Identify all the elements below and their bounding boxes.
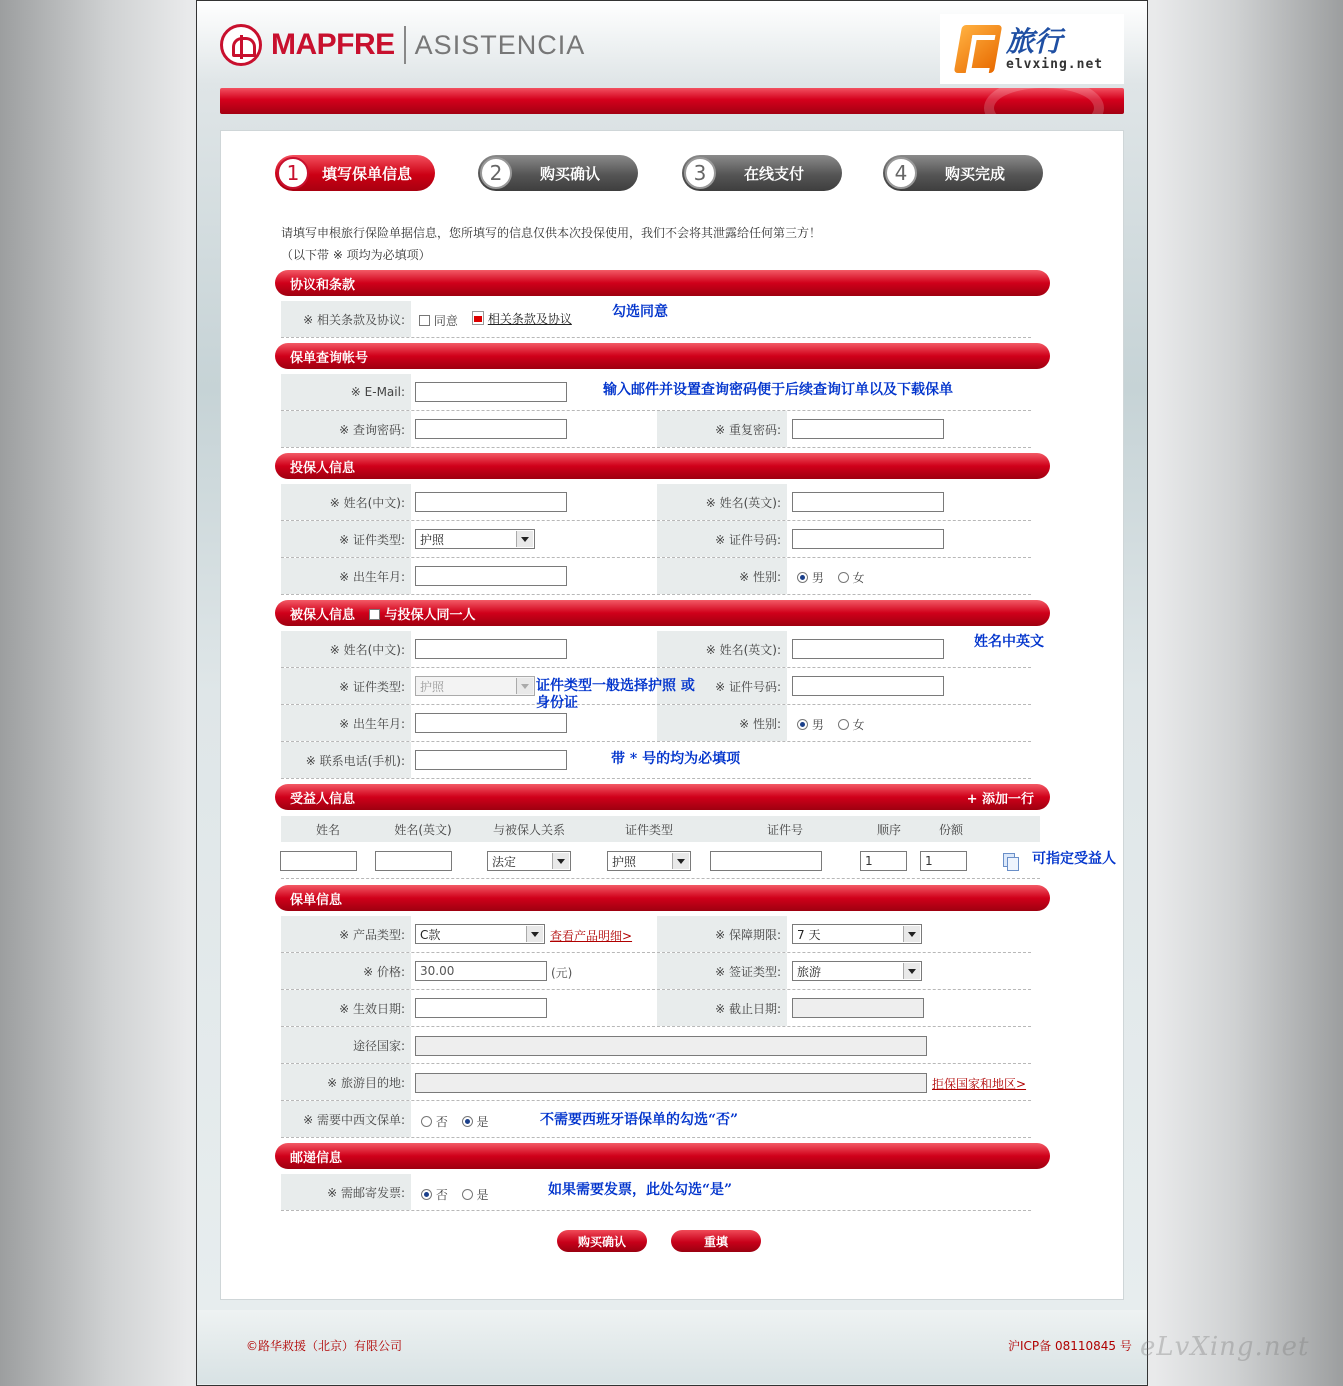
beneficiary-relation-select[interactable]: [487, 851, 571, 871]
footer-icp: 沪ICP备 08110845 号: [1008, 1339, 1132, 1353]
elvxing-logo[interactable]: [940, 14, 1124, 84]
applicant-birth-input[interactable]: [415, 566, 567, 586]
same-person-checkbox[interactable]: [369, 609, 380, 620]
applicant-name-en-input[interactable]: [792, 492, 944, 512]
order-value: 1: [865, 854, 873, 868]
elvxing-e-icon: [954, 25, 1002, 73]
beneficiary-id-type-select[interactable]: [607, 851, 691, 871]
insured-title: 被保人信息: [290, 607, 356, 623]
insured-gender-group: [797, 716, 865, 733]
bilingual-group: [421, 1113, 489, 1130]
same-person-group: [369, 604, 476, 623]
share-value: 1: [925, 854, 933, 868]
step-1: [275, 155, 435, 191]
insured-male-radio[interactable]: [797, 719, 808, 730]
agree-group: [419, 312, 458, 329]
terms-link-group: [472, 310, 572, 327]
period-select[interactable]: [792, 924, 922, 944]
copy-icon[interactable]: [1003, 853, 1015, 867]
terms-label: ※ 相关条款及协议:: [281, 301, 411, 337]
step-number: 4: [885, 157, 917, 189]
insured-phone-label: ※ 联系电话(手机):: [281, 742, 411, 778]
repeat-password-label: ※ 重复密码:: [657, 411, 787, 447]
pdf-icon: [472, 311, 484, 325]
applicant-name-cn-input[interactable]: [415, 492, 567, 512]
applicant-name-cn-label: ※ 姓名(中文):: [281, 484, 411, 520]
section-policy: 保单信息: [275, 885, 1050, 911]
female-label: 女: [852, 718, 865, 732]
note-bilingual: 不需要西班牙语保单的勾选“否”: [540, 1112, 739, 1128]
col-name: 姓名: [315, 822, 340, 837]
applicant-id-no-input[interactable]: [792, 529, 944, 549]
section-insured: [275, 600, 1050, 626]
beneficiary-row: [281, 842, 1040, 879]
visa-value: 旅游: [797, 964, 822, 979]
step-3: [682, 155, 842, 191]
note-invoice: 如果需要发票，此处勾选“是”: [548, 1182, 733, 1198]
same-person-label: 与投保人同一人: [384, 607, 476, 623]
insured-name-cn-label: ※ 姓名(中文):: [281, 631, 411, 667]
step-number: 1: [277, 157, 309, 189]
chevron-down-icon: [521, 684, 529, 689]
insured-name-en-label: ※ 姓名(英文):: [657, 631, 787, 667]
step-number: 3: [684, 157, 716, 189]
beneficiary-share-input[interactable]: [920, 851, 967, 871]
insured-id-type-label: ※ 证件类型:: [281, 668, 411, 704]
excluded-countries-link[interactable]: 拒保国家和地区>: [932, 1077, 1027, 1091]
terms-link[interactable]: 相关条款及协议: [487, 312, 572, 326]
col-id-no: 证件号: [766, 822, 803, 837]
chevron-down-icon: [908, 969, 916, 974]
beneficiary-name-en-input[interactable]: [375, 851, 452, 871]
insured-id-type-value: 护照: [420, 679, 445, 694]
price-label: ※ 价格:: [281, 953, 411, 989]
step-2: [478, 155, 638, 191]
password-row: [281, 411, 1031, 448]
col-relation: 与被保人关系: [492, 822, 565, 837]
invoice-label: ※ 需邮寄发票:: [281, 1174, 411, 1210]
intro-line-2: （以下带 ※ 项均为必填项）: [281, 248, 431, 262]
product-value: C款: [420, 927, 441, 942]
note-account: 输入邮件并设置查询密码便于后续查询订单以及下载保单: [603, 382, 953, 398]
insured-birth-row: [281, 705, 1031, 742]
applicant-male-radio[interactable]: [797, 572, 808, 583]
transit-row: [281, 1027, 1031, 1064]
applicant-female-radio[interactable]: [838, 572, 849, 583]
transit-label: 途径国家:: [281, 1027, 411, 1063]
insured-female-radio[interactable]: [838, 719, 849, 730]
applicant-name-en-label: ※ 姓名(英文):: [657, 484, 787, 520]
period-label: ※ 保障期限:: [657, 916, 787, 952]
logo-divider: [404, 26, 406, 64]
watermark: eLvXing.net: [1140, 1332, 1310, 1362]
insured-name-en-input[interactable]: [792, 639, 944, 659]
bilingual-label: ※ 需要中西文保单:: [281, 1101, 411, 1137]
logo-sub: ASISTENCIA: [414, 29, 586, 60]
insured-id-no-input[interactable]: [792, 676, 944, 696]
chevron-down-icon: [908, 932, 916, 937]
beneficiary-title: 受益人信息: [290, 791, 356, 807]
product-label: ※ 产品类型:: [281, 916, 411, 952]
beneficiary-relation-value: 法定: [492, 854, 517, 869]
date-row: [281, 990, 1031, 1027]
note-beneficiary: 可指定受益人: [1032, 851, 1116, 867]
destination-row: [281, 1064, 1031, 1101]
invoice-yes-radio[interactable]: [462, 1189, 473, 1200]
insured-gender-label: ※ 性别:: [657, 705, 787, 741]
progress-steps: [275, 155, 1055, 191]
bilingual-yes-radio[interactable]: [462, 1116, 473, 1127]
price-unit: (元): [551, 966, 573, 980]
price-row: [281, 953, 1031, 990]
period-value: 7 天: [797, 927, 821, 942]
insured-id-type-select[interactable]: [415, 676, 535, 696]
repeat-password-input[interactable]: [792, 419, 944, 439]
insured-name-cn-input[interactable]: [415, 639, 567, 659]
yes-label: 是: [476, 1188, 489, 1202]
end-date-label: ※ 截止日期:: [657, 990, 787, 1026]
step-label: 购买完成: [944, 164, 1005, 183]
reset-button[interactable]: 重填: [671, 1230, 761, 1252]
partner-cn: 旅行: [1006, 24, 1063, 58]
mapfre-emblem-icon: [220, 24, 262, 66]
note-name: 姓名中英文: [974, 634, 1044, 650]
beneficiary-id-type-value: 护照: [612, 854, 637, 869]
visa-label: ※ 签证类型:: [657, 953, 787, 989]
intro-text: [281, 222, 821, 266]
col-share: 份额: [938, 822, 963, 837]
price-input[interactable]: [415, 961, 547, 981]
section-beneficiary: [275, 784, 1050, 810]
col-name-en: 姓名(英文): [394, 822, 452, 837]
note-agree: 勾选同意: [612, 304, 668, 320]
bilingual-no-radio[interactable]: [421, 1116, 432, 1127]
insured-birth-input[interactable]: [415, 713, 567, 733]
transit-input[interactable]: [415, 1036, 927, 1056]
email-label: ※ E-Mail:: [281, 374, 411, 410]
insured-phone-input[interactable]: [415, 750, 567, 770]
no-label: 否: [435, 1115, 448, 1129]
applicant-gender-label: ※ 性别:: [657, 558, 787, 594]
applicant-birth-label: ※ 出生年月:: [281, 558, 411, 594]
price-value: 30.00: [420, 964, 455, 978]
invoice-no-radio[interactable]: [421, 1189, 432, 1200]
visa-select[interactable]: [792, 961, 922, 981]
beneficiary-header: [281, 816, 1040, 842]
chevron-down-icon: [531, 932, 539, 937]
chevron-down-icon: [557, 859, 565, 864]
section-applicant: 投保人信息: [275, 453, 1050, 479]
destination-label: ※ 旅游目的地:: [281, 1064, 411, 1100]
step-label: 购买确认: [539, 164, 600, 183]
end-date-input: [792, 998, 924, 1018]
product-row: [281, 916, 1031, 953]
applicant-id-type-select[interactable]: [415, 529, 535, 549]
email-input[interactable]: [415, 382, 567, 402]
female-label: 女: [852, 571, 865, 585]
applicant-name-row: [281, 484, 1031, 521]
step-4: [883, 155, 1043, 191]
section-terms: 协议和条款: [275, 270, 1050, 296]
step-label: 在线支付: [743, 164, 804, 183]
destination-input[interactable]: [415, 1073, 927, 1093]
applicant-id-row: [281, 521, 1031, 558]
applicant-id-no-label: ※ 证件号码:: [657, 521, 787, 557]
confirm-button[interactable]: 购买确认: [557, 1230, 647, 1252]
applicant-id-type-label: ※ 证件类型:: [281, 521, 411, 557]
footer-company: ©路华救援（北京）有限公司: [246, 1339, 403, 1353]
beneficiary-id-no-input[interactable]: [710, 851, 822, 871]
section-mail: 邮递信息: [275, 1143, 1050, 1169]
note-id-type: 证件类型一般选择护照 或身份证: [536, 678, 695, 711]
chevron-down-icon: [677, 859, 685, 864]
insured-birth-label: ※ 出生年月:: [281, 705, 411, 741]
insured-id-no-label: ※ 证件号码:: [657, 668, 787, 704]
start-date-input[interactable]: [415, 998, 547, 1018]
male-label: 男: [811, 718, 824, 732]
beneficiary-name-input[interactable]: [280, 851, 357, 871]
password-input[interactable]: [415, 419, 567, 439]
step-number: 2: [480, 157, 512, 189]
intro-line-1: 请填写申根旅行保险单据信息，您所填写的信息仅供本次投保使用，我们不会将其泄露给任何第三方！: [281, 226, 822, 240]
product-detail-link[interactable]: 查看产品明细>: [550, 929, 633, 943]
start-date-label: ※ 生效日期:: [281, 990, 411, 1026]
applicant-birth-row: [281, 558, 1031, 595]
male-label: 男: [811, 571, 824, 585]
beneficiary-order-input[interactable]: [860, 851, 907, 871]
chevron-down-icon: [521, 537, 529, 542]
section-account: 保单查询帐号: [275, 343, 1050, 369]
col-id-type: 证件类型: [624, 822, 673, 837]
invoice-group: [421, 1186, 489, 1203]
no-label: 否: [435, 1188, 448, 1202]
partner-en: elvxing.net: [1006, 56, 1104, 72]
product-select[interactable]: [415, 924, 545, 944]
col-order: 顺序: [876, 822, 901, 837]
logo-name: MAPFRE: [271, 28, 395, 61]
note-required: 带 * 号的均为必填项: [611, 751, 741, 767]
yes-label: 是: [476, 1115, 489, 1129]
step-label: 填写保单信息: [321, 164, 412, 183]
mapfre-logo: [220, 24, 585, 66]
agree-checkbox[interactable]: [419, 315, 430, 326]
password-label: ※ 查询密码:: [281, 411, 411, 447]
add-row-button[interactable]: + 添加一行: [966, 791, 1034, 807]
applicant-gender-group: [797, 569, 865, 586]
agree-label: 同意: [433, 314, 458, 328]
applicant-id-type-value: 护照: [420, 532, 445, 547]
header-banner: [220, 88, 1124, 114]
insured-name-row: [281, 631, 1031, 668]
